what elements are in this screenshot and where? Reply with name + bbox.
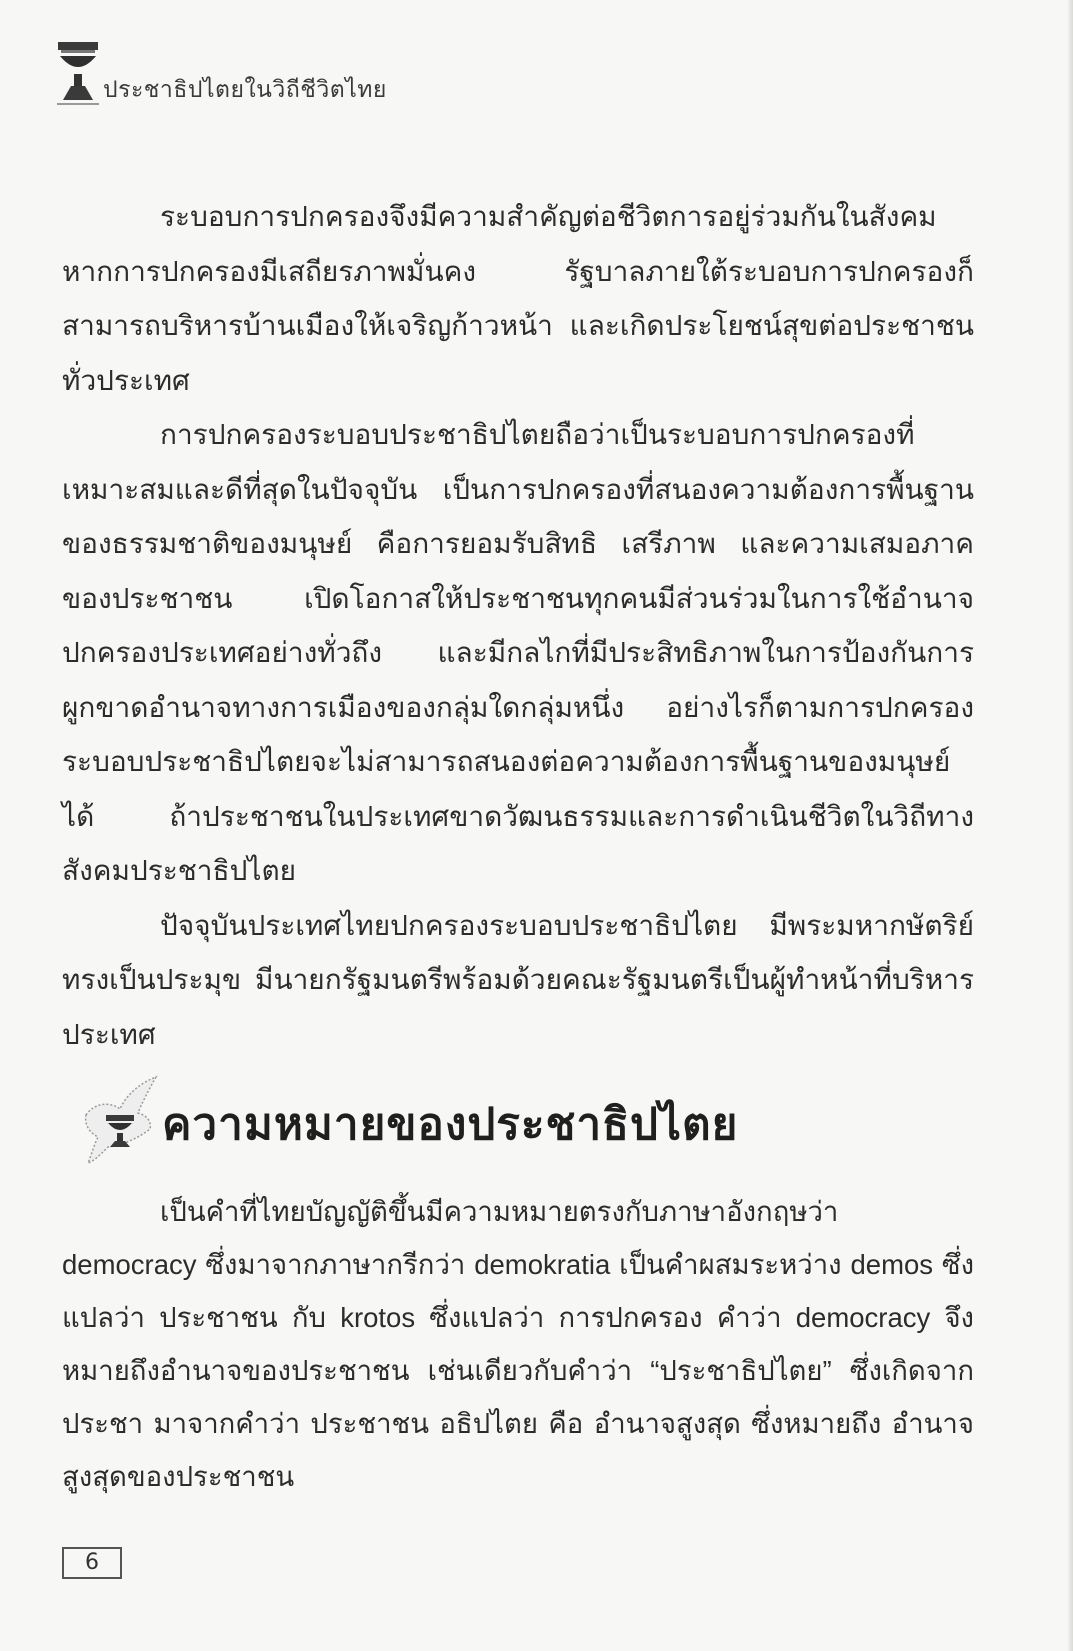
paragraph: เป็นคำที่ไทยบัญญัติขึ้นมีความหมายตรงกับภาษาอังกฤษว่า democracy ซึ่งมาจากภาษากรีกว่า demokratia เป็นคำผสมระหว่าง demos ซึ่งแปลว่า ประชาชน กับ krotos ซึ่งแปลว่า การปกครอง คำว่า democracy จึงหมายถึงอำนาจของประชาชน เช่นเดียวกับคำว่า “ประชาธิปไตย” ซึ่งเกิดจาก ประชา มาจากคำว่า ประชาชน อธิปไตย คือ อำนาจสูงสุด ซึ่งหมายถึง อำนาจสูงสุดของประชาชน: [62, 1196, 974, 1492]
paragraph: ระบอบการปกครองจึงมีความสำคัญต่อชีวิตการอยู่ร่วมกันในสังคม หากการปกครองมีเสถียรภาพมั่นคง รัฐบาลภายใต้ระบอบการปกครองก็สามารถบริหารบ้านเมืองให้เจริญก้าวหน้า และเกิดประโยชน์สุขต่อประชาชนทั่วประเทศ: [62, 200, 974, 397]
section-heading-title: ความหมายของประชาธิปไตย: [162, 1099, 739, 1150]
paragraph: ปัจจุบันประเทศไทยปกครองระบอบประชาธิปไตย มีพระมหากษัตริย์ทรงเป็นประมุข มีนายกรัฐมนตรีพร้อมด้วยคณะรัฐมนตรีเป็นผู้ทำหน้าที่บริหารประเทศ: [62, 908, 974, 1051]
running-header: [55, 36, 555, 106]
section-body-1: [62, 190, 974, 1062]
section-body-2: [62, 1185, 974, 1503]
section-heading: [80, 1075, 980, 1175]
page-number: 6: [62, 1547, 122, 1579]
paragraph: การปกครองระบอบประชาธิปไตยถือว่าเป็นระบอบการปกครองที่เหมาะสมและดีที่สุดในปัจจุบัน เป็นการปกครองที่สนองความต้องการพื้นฐานของธรรมชาติของมนุษย์ คือการยอมรับสิทธิ เสรีภาพ และความเสมอภาคของประชาชน เปิดโอกาสให้ประชาชนทุกคนมีส่วนร่วมในการใช้อำนาจปกครองประเทศอย่างทั่วถึง และมีกลไกที่มีประสิทธิภาพในการป้องกันการผูกขาดอำนาจทางการเมืองของกลุ่มใดกลุ่มหนึ่ง อย่างไรก็ตามการปกครองระบอบประชาธิปไตยจะไม่สามารถสนองต่อความต้องการพื้นฐานของมนุษย์ได้ ถ้าประชาชนในประเทศขาดวัฒนธรรมและการดำเนินชีวิตในวิถีทางสังคมประชาธิปไตย: [62, 418, 974, 887]
running-title: ประชาธิปไตยในวิถีชีวิตไทย: [103, 77, 387, 103]
dove-icon: [80, 1075, 162, 1165]
page-edge: [1067, 0, 1073, 1651]
pedestal-tray-icon: [55, 38, 101, 106]
